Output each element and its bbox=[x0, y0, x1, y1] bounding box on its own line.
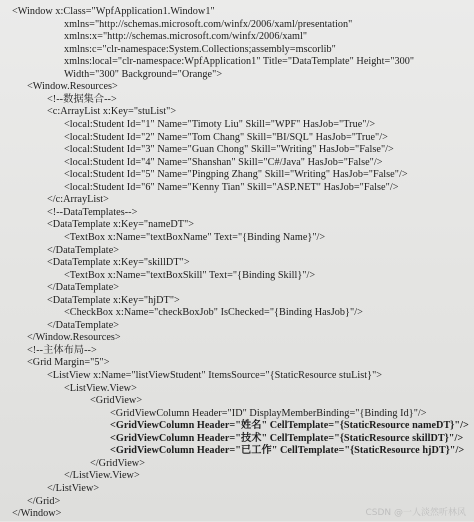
code-line: <DataTemplate x:Key="skillDT"> bbox=[47, 257, 190, 268]
code-line: <c:ArrayList x:Key="stuList"> bbox=[47, 106, 177, 118]
code-line: <!--数据集合--> bbox=[47, 93, 117, 105]
code-line: <local:Student Id="2" Name="Tom Chang" Skill="BI/SQL" HasJob="True"/> bbox=[64, 131, 388, 143]
code-line: <GridViewColumn Header="已工作" CellTemplate="{StaticResource hjDT}"/> bbox=[110, 445, 465, 457]
code-line: <local:Student Id="6" Name="Kenny Tian" Skill="ASP.NET" HasJob="False"/> bbox=[64, 181, 399, 193]
code-line: </DataTemplate> bbox=[47, 282, 120, 294]
code-line: <local:Student Id="4" Name="Shanshan" Skill="C#/Java" HasJob="False"/> bbox=[64, 156, 383, 168]
code-line: <TextBox x:Name="textBoxName" Text="{Binding Name}"/> bbox=[64, 231, 326, 243]
code-line: <GridView> bbox=[90, 395, 143, 407]
code-line: <DataTemplate x:Key="nameDT"> bbox=[47, 219, 195, 231]
code-line: <CheckBox x:Name="checkBoxJob" IsChecked="{Binding HasJob}"/> bbox=[64, 307, 363, 319]
code-line: xmlns="http://schemas.microsoft.com/winfx/2006/xaml/presentation" bbox=[64, 18, 353, 30]
code-line: <GridViewColumn Header="姓名" CellTemplate="{StaticResource nameDT}"/> bbox=[110, 420, 469, 432]
code-line: </Grid> bbox=[27, 495, 61, 507]
code-line: Width="300" Background="Orange"> bbox=[64, 68, 223, 80]
code-line: </Window> bbox=[12, 508, 62, 519]
code-line: xmlns:local="clr-namespace:WpfApplication1" Title="DataTemplate" Height="300" bbox=[64, 56, 415, 68]
code-line: </DataTemplate> bbox=[47, 244, 120, 256]
code-line: <ListView.View> bbox=[64, 382, 137, 394]
code-line: <Window.Resources> bbox=[27, 81, 118, 93]
code-line: </c:ArrayList> bbox=[47, 194, 109, 206]
code-line: <GridViewColumn Header="ID" DisplayMemberBinding="{Binding Id}"/> bbox=[110, 407, 427, 419]
code-line: </Window.Resources> bbox=[27, 332, 121, 344]
code-line: <local:Student Id="1" Name="Timoty Liu" Skill="WPF" HasJob="True"/> bbox=[64, 119, 376, 130]
code-line: <DataTemplate x:Key="hjDT"> bbox=[47, 294, 180, 306]
code-line: <TextBox x:Name="textBoxSkill" Text="{Binding Skill}"/> bbox=[64, 269, 316, 281]
code-line: </DataTemplate> bbox=[47, 319, 120, 331]
code-line: <local:Student Id="3" Name="Guan Chong" Skill="Writing" HasJob="False"/> bbox=[64, 144, 394, 156]
code-line: </GridView> bbox=[90, 457, 145, 469]
code-line: <!--主体布局--> bbox=[27, 344, 97, 356]
code-line: <Grid Margin="5"> bbox=[27, 357, 110, 369]
code-line: <ListView x:Name="listViewStudent" ItemsSource="{StaticResource stuList}"> bbox=[47, 370, 383, 381]
code-line: </ListView.View> bbox=[64, 470, 140, 482]
code-line: <local:Student Id="5" Name="Pingping Zhang" Skill="Writing" HasJob="False"/> bbox=[64, 169, 408, 181]
code-line: </ListView> bbox=[47, 482, 100, 494]
code-line: xmlns:c="clr-namespace:System.Collections;assembly=mscorlib" bbox=[64, 43, 336, 55]
code-line: xmlns:x="http://schemas.microsoft.com/winfx/2006/xaml" bbox=[64, 31, 308, 43]
watermark: CSDN @一人淡然听林风 bbox=[365, 508, 466, 518]
code-line: <GridViewColumn Header="技术" CellTemplate="{StaticResource skillDT}"/> bbox=[110, 432, 464, 444]
code-line: <!--DataTemplates--> bbox=[47, 206, 138, 218]
code-line: <Window x:Class="WpfApplication1.Window1" bbox=[12, 6, 215, 17]
